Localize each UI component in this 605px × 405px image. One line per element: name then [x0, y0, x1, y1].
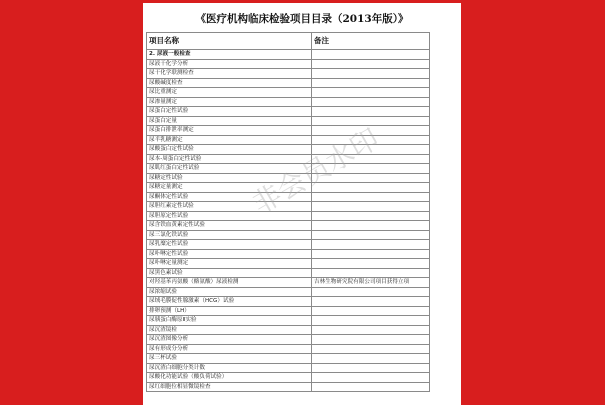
catalog-table	[146, 32, 430, 392]
item-name-cell: 尿卟啉定量测定	[147, 259, 312, 269]
table-row	[147, 135, 430, 145]
item-name-cell: 尿本-周蛋白定性试验	[147, 154, 312, 164]
section-note-cell	[312, 50, 430, 60]
table-row	[147, 145, 430, 155]
item-note-cell	[312, 173, 430, 183]
table-row	[147, 278, 430, 288]
item-note-cell: 吉林生物研究院有限公司项目获得立项	[312, 278, 430, 288]
item-note-cell	[312, 211, 430, 221]
table-row	[147, 230, 430, 240]
item-note-cell	[312, 325, 430, 335]
item-name-cell: 尿三氯化铁试验	[147, 230, 312, 240]
item-name-cell: 尿酸蛋白定性试验	[147, 145, 312, 155]
item-note-cell	[312, 354, 430, 364]
section-row	[147, 50, 430, 60]
item-note-cell	[312, 382, 430, 392]
item-name-cell: 尿沉渣图像分析	[147, 335, 312, 345]
table-row	[147, 373, 430, 383]
item-note-cell	[312, 230, 430, 240]
item-name-cell: 尿有形成分分析	[147, 344, 312, 354]
table-row	[147, 316, 430, 326]
item-note-cell	[312, 249, 430, 259]
item-name-cell: 尿蛋白定性试验	[147, 107, 312, 117]
table-row	[147, 335, 430, 345]
table-row	[147, 164, 430, 174]
item-name-cell: 尿乳糜定性试验	[147, 240, 312, 250]
table-row	[147, 78, 430, 88]
item-note-cell	[312, 287, 430, 297]
table-row	[147, 287, 430, 297]
table-row	[147, 97, 430, 107]
table-row	[147, 183, 430, 193]
item-name-cell: 尿渗量测定	[147, 97, 312, 107]
item-note-cell	[312, 268, 430, 278]
table-row	[147, 297, 430, 307]
item-name-cell: 尿三杯试验	[147, 354, 312, 364]
item-name-cell: 尿干化学联测检查	[147, 69, 312, 79]
item-note-cell	[312, 221, 430, 231]
item-name-cell: 尿蛋白排泄率测定	[147, 126, 312, 136]
item-note-cell	[312, 202, 430, 212]
item-note-cell	[312, 78, 430, 88]
item-name-cell: 尿浓缩试验	[147, 287, 312, 297]
item-note-cell	[312, 306, 430, 316]
item-name-cell: 尿胰蛋白酶原Ⅱ实验	[147, 316, 312, 326]
table-row	[147, 354, 430, 364]
table-row	[147, 59, 430, 69]
item-name-cell: 尿含铁血黄素定性试验	[147, 221, 312, 231]
table-row	[147, 344, 430, 354]
item-name-cell: 尿糖定性试验	[147, 173, 312, 183]
item-name-cell: 尿沉渣镜检	[147, 325, 312, 335]
item-note-cell	[312, 240, 430, 250]
item-note-cell	[312, 183, 430, 193]
item-name-cell: 对羟基苯丙氨酸（酪氨酸）尿液检测	[147, 278, 312, 288]
item-name-cell: 尿肌红蛋白定性试验	[147, 164, 312, 174]
table-row	[147, 202, 430, 212]
item-note-cell	[312, 135, 430, 145]
item-name-cell: 尿胆红素定性试验	[147, 202, 312, 212]
item-name-cell: 尿液干化学分析	[147, 59, 312, 69]
item-note-cell	[312, 297, 430, 307]
item-note-cell	[312, 154, 430, 164]
item-name-cell: 尿酮体定性试验	[147, 192, 312, 202]
table-row	[147, 325, 430, 335]
table-row	[147, 259, 430, 269]
item-note-cell	[312, 363, 430, 373]
item-name-cell: 尿沉渣白细胞分类计数	[147, 363, 312, 373]
item-note-cell	[312, 88, 430, 98]
table-row	[147, 192, 430, 202]
item-name-cell: 尿绒毛膜促性腺激素（HCG）试验	[147, 297, 312, 307]
table-row	[147, 363, 430, 373]
column-header-note: 备注	[312, 33, 430, 50]
table-row	[147, 249, 430, 259]
item-note-cell	[312, 164, 430, 174]
item-note-cell	[312, 316, 430, 326]
table-row	[147, 88, 430, 98]
item-note-cell	[312, 259, 430, 269]
item-name-cell: 尿卟啉定性试验	[147, 249, 312, 259]
item-name-cell: 尿半乳糖测定	[147, 135, 312, 145]
item-name-cell: 尿比重测定	[147, 88, 312, 98]
table-row	[147, 268, 430, 278]
table-row	[147, 69, 430, 79]
item-name-cell: 尿胆原定性试验	[147, 211, 312, 221]
table-row	[147, 107, 430, 117]
table-row	[147, 221, 430, 231]
item-name-cell: 尿蛋白定量	[147, 116, 312, 126]
item-note-cell	[312, 145, 430, 155]
watermark-text: 非会员水印	[246, 122, 385, 221]
item-name-cell: 排卵预测（LH）	[147, 306, 312, 316]
item-note-cell	[312, 126, 430, 136]
item-name-cell: 尿糖定量测定	[147, 183, 312, 193]
table-row	[147, 382, 430, 392]
item-name-cell: 尿酸碱度检查	[147, 78, 312, 88]
table-row	[147, 306, 430, 316]
item-name-cell: 尿酸化功能试验（酸负荷试验）	[147, 373, 312, 383]
item-note-cell	[312, 59, 430, 69]
document-title: 《医疗机构临床检验项目目录（2013年版）》	[195, 13, 409, 25]
item-name-cell: 尿红细胞位相显微镜检查	[147, 382, 312, 392]
table-row	[147, 211, 430, 221]
document-sheet	[143, 3, 461, 405]
table-header-row	[147, 33, 430, 50]
column-header-name: 项目名称	[147, 33, 312, 50]
item-note-cell	[312, 373, 430, 383]
table-row	[147, 173, 430, 183]
item-note-cell	[312, 69, 430, 79]
item-note-cell	[312, 116, 430, 126]
item-note-cell	[312, 344, 430, 354]
item-name-cell: 尿黑色素试验	[147, 268, 312, 278]
table-row	[147, 116, 430, 126]
item-note-cell	[312, 97, 430, 107]
section-label: 2. 尿液一般检查	[147, 50, 312, 60]
item-note-cell	[312, 192, 430, 202]
table-row	[147, 154, 430, 164]
table-row	[147, 240, 430, 250]
item-note-cell	[312, 107, 430, 117]
table-row	[147, 126, 430, 136]
item-note-cell	[312, 335, 430, 345]
